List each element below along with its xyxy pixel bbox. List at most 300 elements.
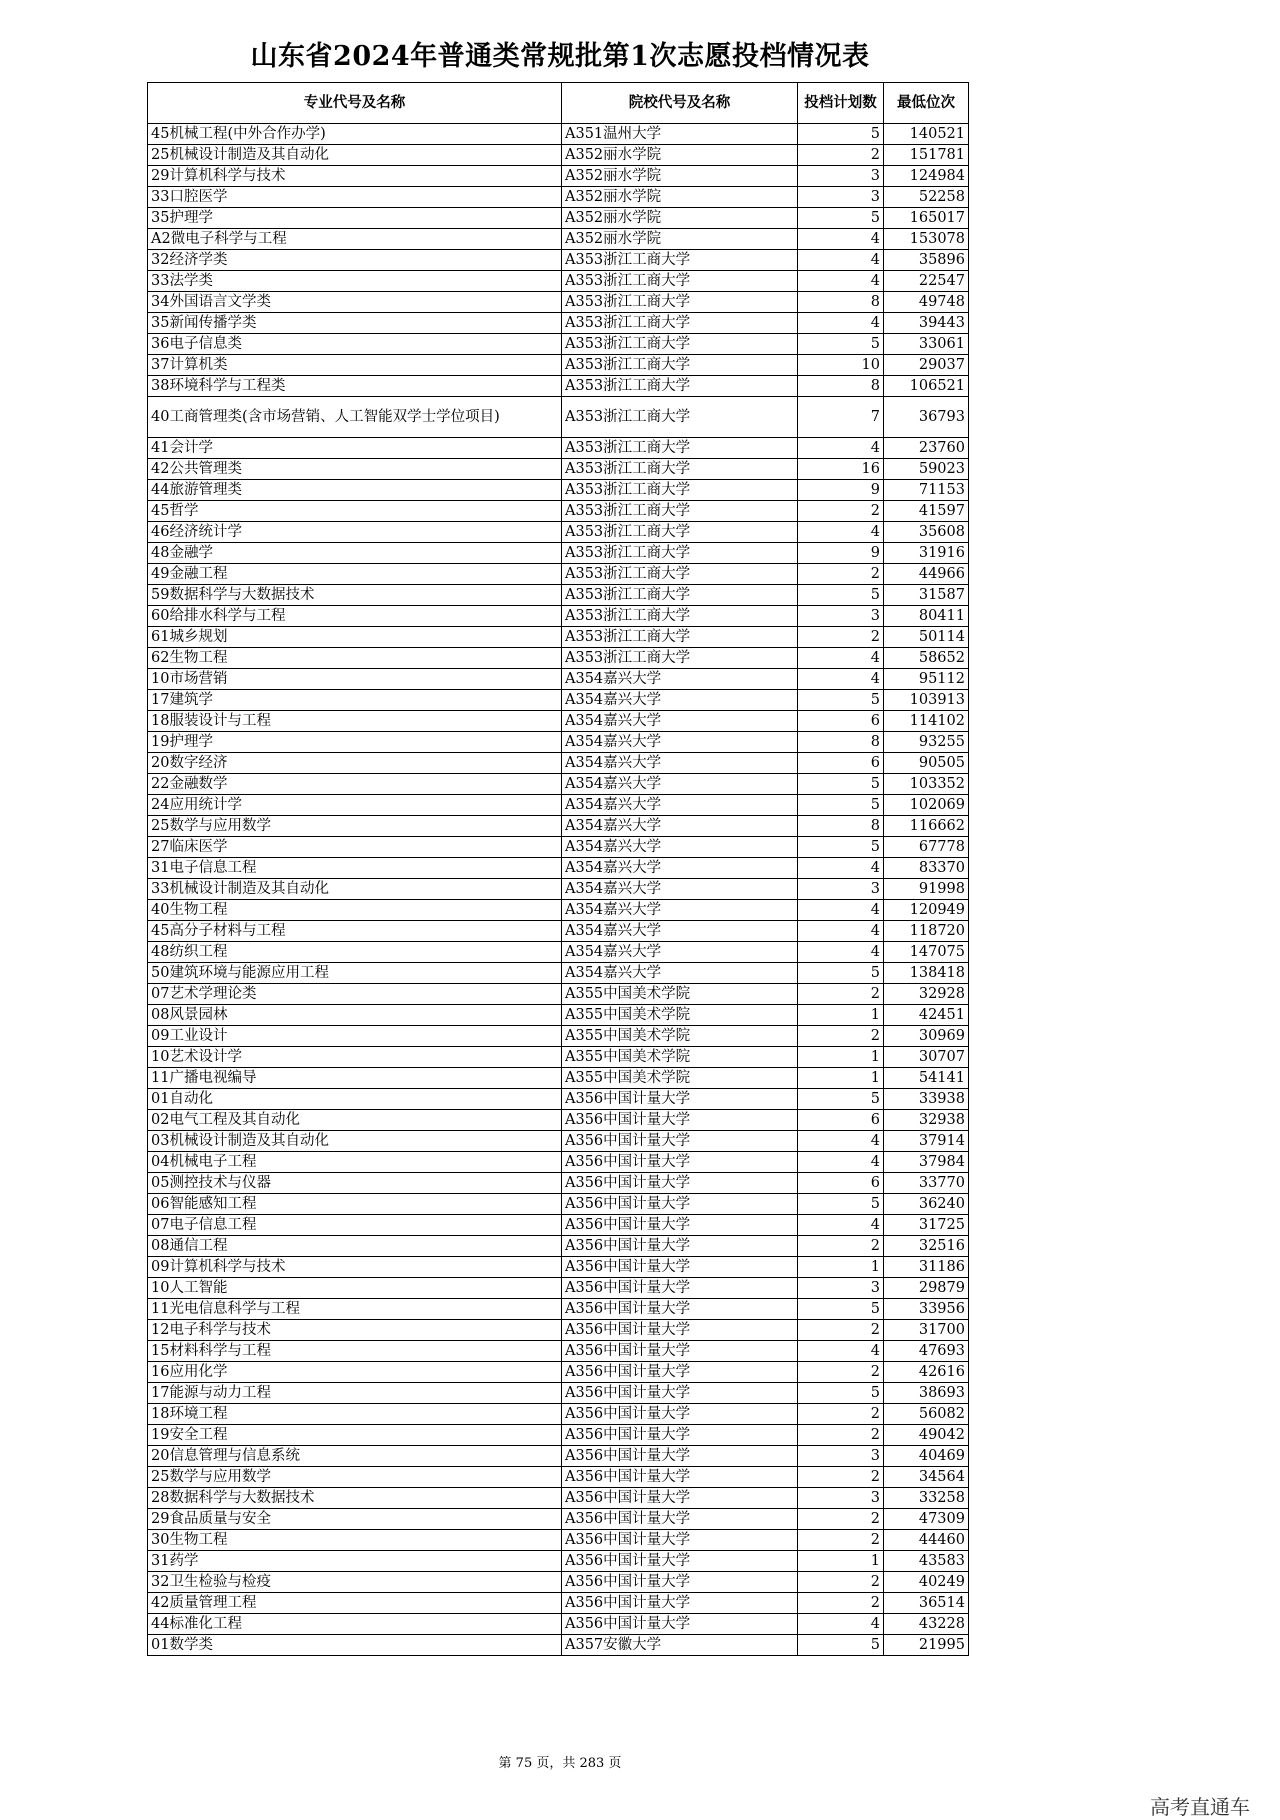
table-row (148, 858, 969, 879)
cell-rank: 54141 (884, 1068, 969, 1089)
table-row (148, 438, 969, 459)
cell-plan: 4 (798, 1152, 884, 1173)
cell-school: A356中国计量大学 (562, 1572, 798, 1593)
cell-major: 09工业设计 (148, 1026, 562, 1047)
table-row (148, 187, 969, 208)
cell-rank: 35608 (884, 522, 969, 543)
cell-major: 25数学与应用数学 (148, 816, 562, 837)
table-row (148, 292, 969, 313)
cell-rank: 37984 (884, 1152, 969, 1173)
table-row (148, 1551, 969, 1572)
cell-major: 15材料科学与工程 (148, 1341, 562, 1362)
cell-plan: 2 (798, 1236, 884, 1257)
cell-plan: 4 (798, 438, 884, 459)
table-row (148, 795, 969, 816)
header-major: 专业代号及名称 (148, 83, 562, 124)
cell-major: 29食品质量与安全 (148, 1509, 562, 1530)
table-row (148, 984, 969, 1005)
cell-major: 45机械工程(中外合作办学) (148, 124, 562, 145)
cell-rank: 29037 (884, 355, 969, 376)
table-row (148, 606, 969, 627)
cell-plan: 4 (798, 1341, 884, 1362)
table-row (148, 1446, 969, 1467)
table-row (148, 564, 969, 585)
cell-plan: 4 (798, 921, 884, 942)
cell-rank: 43228 (884, 1614, 969, 1635)
cell-rank: 103352 (884, 774, 969, 795)
cell-school: A353浙江工商大学 (562, 334, 798, 355)
cell-plan: 5 (798, 1299, 884, 1320)
cell-major: 46经济统计学 (148, 522, 562, 543)
cell-major: 22金融数学 (148, 774, 562, 795)
cell-plan: 7 (798, 397, 884, 438)
cell-rank: 42616 (884, 1362, 969, 1383)
table-row (148, 816, 969, 837)
cell-major: 11光电信息科学与工程 (148, 1299, 562, 1320)
cell-major: 01数学类 (148, 1635, 562, 1656)
cell-major: 07电子信息工程 (148, 1215, 562, 1236)
cell-rank: 49042 (884, 1425, 969, 1446)
cell-rank: 147075 (884, 942, 969, 963)
cell-plan: 5 (798, 963, 884, 984)
cell-school: A353浙江工商大学 (562, 376, 798, 397)
table-row (148, 334, 969, 355)
table-row (148, 1530, 969, 1551)
cell-school: A356中国计量大学 (562, 1110, 798, 1131)
cell-school: A354嘉兴大学 (562, 837, 798, 858)
cell-major: 08风景园林 (148, 1005, 562, 1026)
cell-rank: 140521 (884, 124, 969, 145)
table-row (148, 522, 969, 543)
table-row (148, 1467, 969, 1488)
cell-plan: 4 (798, 648, 884, 669)
cell-rank: 90505 (884, 753, 969, 774)
cell-plan: 3 (798, 606, 884, 627)
cell-plan: 6 (798, 1173, 884, 1194)
cell-plan: 2 (798, 1572, 884, 1593)
cell-rank: 31587 (884, 585, 969, 606)
cell-rank: 37914 (884, 1131, 969, 1152)
cell-major: 05测控技术与仪器 (148, 1173, 562, 1194)
table-body (148, 124, 969, 1656)
cell-school: A356中国计量大学 (562, 1467, 798, 1488)
cell-rank: 106521 (884, 376, 969, 397)
cell-rank: 30969 (884, 1026, 969, 1047)
cell-rank: 102069 (884, 795, 969, 816)
cell-school: A353浙江工商大学 (562, 648, 798, 669)
cell-rank: 33956 (884, 1299, 969, 1320)
cell-school: A354嘉兴大学 (562, 921, 798, 942)
cell-rank: 59023 (884, 459, 969, 480)
cell-major: 18环境工程 (148, 1404, 562, 1425)
cell-major: 17能源与动力工程 (148, 1383, 562, 1404)
table-row (148, 1068, 969, 1089)
cell-rank: 32938 (884, 1110, 969, 1131)
cell-school: A356中国计量大学 (562, 1320, 798, 1341)
cell-major: 28数据科学与大数据技术 (148, 1488, 562, 1509)
cell-major: 19护理学 (148, 732, 562, 753)
cell-plan: 2 (798, 1530, 884, 1551)
cell-major: 10市场营销 (148, 669, 562, 690)
header-plan: 投档计划数 (798, 83, 884, 124)
cell-major: 40工商管理类(含市场营销、人工智能双学士学位项目) (148, 397, 562, 438)
cell-plan: 4 (798, 522, 884, 543)
cell-plan: 5 (798, 334, 884, 355)
cell-school: A352丽水学院 (562, 229, 798, 250)
cell-plan: 2 (798, 1467, 884, 1488)
cell-rank: 138418 (884, 963, 969, 984)
table-row (148, 1026, 969, 1047)
cell-major: A2微电子科学与工程 (148, 229, 562, 250)
table-row (148, 1593, 969, 1614)
cell-school: A356中国计量大学 (562, 1593, 798, 1614)
cell-rank: 47693 (884, 1341, 969, 1362)
cell-major: 09计算机科学与技术 (148, 1257, 562, 1278)
cell-major: 10艺术设计学 (148, 1047, 562, 1068)
cell-plan: 6 (798, 753, 884, 774)
table-row (148, 208, 969, 229)
cell-plan: 4 (798, 229, 884, 250)
cell-school: A356中国计量大学 (562, 1530, 798, 1551)
cell-rank: 33258 (884, 1488, 969, 1509)
cell-major: 18服装设计与工程 (148, 711, 562, 732)
table-row (148, 145, 969, 166)
table-row (148, 1572, 969, 1593)
cell-major: 20信息管理与信息系统 (148, 1446, 562, 1467)
cell-plan: 5 (798, 837, 884, 858)
cell-school: A353浙江工商大学 (562, 585, 798, 606)
cell-major: 17建筑学 (148, 690, 562, 711)
table-row (148, 900, 969, 921)
cell-school: A354嘉兴大学 (562, 963, 798, 984)
table-row (148, 963, 969, 984)
cell-rank: 114102 (884, 711, 969, 732)
cell-school: A356中国计量大学 (562, 1509, 798, 1530)
cell-major: 04机械电子工程 (148, 1152, 562, 1173)
cell-major: 12电子科学与技术 (148, 1320, 562, 1341)
cell-school: A356中国计量大学 (562, 1362, 798, 1383)
cell-rank: 103913 (884, 690, 969, 711)
cell-major: 08通信工程 (148, 1236, 562, 1257)
table-row (148, 1278, 969, 1299)
cell-plan: 4 (798, 313, 884, 334)
table-row (148, 690, 969, 711)
cell-major: 32经济学类 (148, 250, 562, 271)
cell-rank: 32928 (884, 984, 969, 1005)
cell-major: 38环境科学与工程类 (148, 376, 562, 397)
cell-rank: 67778 (884, 837, 969, 858)
cell-major: 03机械设计制造及其自动化 (148, 1131, 562, 1152)
cell-school: A356中国计量大学 (562, 1404, 798, 1425)
table-row (148, 229, 969, 250)
cell-rank: 116662 (884, 816, 969, 837)
cell-plan: 5 (798, 1089, 884, 1110)
cell-rank: 38693 (884, 1383, 969, 1404)
table-row (148, 313, 969, 334)
cell-school: A353浙江工商大学 (562, 459, 798, 480)
cell-plan: 1 (798, 1551, 884, 1572)
cell-rank: 42451 (884, 1005, 969, 1026)
table-row (148, 837, 969, 858)
cell-major: 36电子信息类 (148, 334, 562, 355)
table-row (148, 585, 969, 606)
cell-major: 48纺织工程 (148, 942, 562, 963)
cell-school: A353浙江工商大学 (562, 627, 798, 648)
table-row (148, 774, 969, 795)
cell-plan: 5 (798, 774, 884, 795)
cell-school: A356中国计量大学 (562, 1152, 798, 1173)
cell-major: 45哲学 (148, 501, 562, 522)
cell-plan: 5 (798, 690, 884, 711)
cell-school: A354嘉兴大学 (562, 900, 798, 921)
cell-plan: 6 (798, 1110, 884, 1131)
table-row (148, 1320, 969, 1341)
cell-plan: 5 (798, 124, 884, 145)
cell-rank: 33938 (884, 1089, 969, 1110)
cell-school: A355中国美术学院 (562, 1026, 798, 1047)
cell-rank: 21995 (884, 1635, 969, 1656)
cell-plan: 8 (798, 816, 884, 837)
cell-rank: 23760 (884, 438, 969, 459)
cell-major: 02电气工程及其自动化 (148, 1110, 562, 1131)
cell-rank: 36793 (884, 397, 969, 438)
table-row (148, 1257, 969, 1278)
table-row (148, 1089, 969, 1110)
cell-school: A356中国计量大学 (562, 1425, 798, 1446)
cell-plan: 3 (798, 187, 884, 208)
cell-plan: 1 (798, 1068, 884, 1089)
cell-plan: 3 (798, 1446, 884, 1467)
cell-major: 31药学 (148, 1551, 562, 1572)
cell-plan: 2 (798, 1026, 884, 1047)
cell-school: A356中国计量大学 (562, 1173, 798, 1194)
table-row (148, 397, 969, 438)
cell-school: A354嘉兴大学 (562, 774, 798, 795)
cell-plan: 2 (798, 984, 884, 1005)
cell-plan: 2 (798, 1404, 884, 1425)
cell-plan: 2 (798, 564, 884, 585)
cell-rank: 31725 (884, 1215, 969, 1236)
cell-major: 32卫生检验与检疫 (148, 1572, 562, 1593)
cell-rank: 95112 (884, 669, 969, 690)
cell-major: 42公共管理类 (148, 459, 562, 480)
cell-school: A354嘉兴大学 (562, 858, 798, 879)
cell-rank: 30707 (884, 1047, 969, 1068)
cell-school: A356中国计量大学 (562, 1215, 798, 1236)
cell-rank: 41597 (884, 501, 969, 522)
cell-rank: 151781 (884, 145, 969, 166)
cell-rank: 83370 (884, 858, 969, 879)
cell-school: A353浙江工商大学 (562, 606, 798, 627)
cell-major: 33口腔医学 (148, 187, 562, 208)
cell-rank: 91998 (884, 879, 969, 900)
cell-rank: 40249 (884, 1572, 969, 1593)
cell-school: A356中国计量大学 (562, 1299, 798, 1320)
cell-school: A357安徽大学 (562, 1635, 798, 1656)
cell-major: 20数字经济 (148, 753, 562, 774)
cell-rank: 80411 (884, 606, 969, 627)
cell-school: A356中国计量大学 (562, 1614, 798, 1635)
table-row (148, 1425, 969, 1446)
cell-rank: 120949 (884, 900, 969, 921)
cell-school: A352丽水学院 (562, 208, 798, 229)
cell-plan: 2 (798, 1425, 884, 1446)
admission-table (147, 82, 969, 1656)
cell-plan: 8 (798, 732, 884, 753)
cell-plan: 4 (798, 669, 884, 690)
cell-school: A353浙江工商大学 (562, 438, 798, 459)
cell-rank: 165017 (884, 208, 969, 229)
table-row (148, 376, 969, 397)
cell-major: 45高分子材料与工程 (148, 921, 562, 942)
cell-school: A353浙江工商大学 (562, 313, 798, 334)
cell-school: A355中国美术学院 (562, 1005, 798, 1026)
cell-rank: 29879 (884, 1278, 969, 1299)
table-row (148, 250, 969, 271)
cell-school: A353浙江工商大学 (562, 355, 798, 376)
cell-plan: 4 (798, 942, 884, 963)
cell-plan: 3 (798, 879, 884, 900)
cell-rank: 31700 (884, 1320, 969, 1341)
table-row (148, 1194, 969, 1215)
table-row (148, 166, 969, 187)
cell-school: A356中国计量大学 (562, 1383, 798, 1404)
cell-major: 41会计学 (148, 438, 562, 459)
cell-plan: 8 (798, 292, 884, 313)
cell-school: A355中国美术学院 (562, 1068, 798, 1089)
cell-school: A356中国计量大学 (562, 1131, 798, 1152)
cell-major: 48金融学 (148, 543, 562, 564)
table-row (148, 480, 969, 501)
table-row (148, 1236, 969, 1257)
cell-major: 11广播电视编导 (148, 1068, 562, 1089)
table-row (148, 1047, 969, 1068)
cell-school: A356中国计量大学 (562, 1257, 798, 1278)
cell-school: A354嘉兴大学 (562, 942, 798, 963)
cell-rank: 49748 (884, 292, 969, 313)
table-row (148, 1635, 969, 1656)
cell-school: A356中国计量大学 (562, 1551, 798, 1572)
cell-school: A353浙江工商大学 (562, 564, 798, 585)
table-row (148, 1110, 969, 1131)
page-footer: 第 75 页，共 283 页 (498, 1756, 622, 1771)
cell-rank: 93255 (884, 732, 969, 753)
cell-rank: 44460 (884, 1530, 969, 1551)
cell-rank: 31186 (884, 1257, 969, 1278)
cell-school: A353浙江工商大学 (562, 271, 798, 292)
cell-rank: 153078 (884, 229, 969, 250)
cell-major: 62生物工程 (148, 648, 562, 669)
cell-rank: 35896 (884, 250, 969, 271)
cell-rank: 40469 (884, 1446, 969, 1467)
table-row (148, 1005, 969, 1026)
table-row (148, 669, 969, 690)
cell-major: 24应用统计学 (148, 795, 562, 816)
table-row (148, 1362, 969, 1383)
cell-major: 33机械设计制造及其自动化 (148, 879, 562, 900)
cell-major: 59数据科学与大数据技术 (148, 585, 562, 606)
cell-plan: 5 (798, 1635, 884, 1656)
cell-plan: 5 (798, 1194, 884, 1215)
table-row (148, 1173, 969, 1194)
cell-plan: 9 (798, 543, 884, 564)
cell-school: A354嘉兴大学 (562, 690, 798, 711)
table-row (148, 921, 969, 942)
header-rank: 最低位次 (884, 83, 969, 124)
cell-plan: 6 (798, 711, 884, 732)
cell-rank: 36240 (884, 1194, 969, 1215)
cell-plan: 16 (798, 459, 884, 480)
cell-school: A354嘉兴大学 (562, 732, 798, 753)
cell-major: 25机械设计制造及其自动化 (148, 145, 562, 166)
table-row (148, 459, 969, 480)
cell-school: A354嘉兴大学 (562, 669, 798, 690)
cell-plan: 5 (798, 208, 884, 229)
cell-plan: 2 (798, 1362, 884, 1383)
cell-major: 42质量管理工程 (148, 1593, 562, 1614)
cell-rank: 56082 (884, 1404, 969, 1425)
cell-rank: 118720 (884, 921, 969, 942)
cell-major: 31电子信息工程 (148, 858, 562, 879)
cell-plan: 8 (798, 376, 884, 397)
table-row (148, 648, 969, 669)
cell-rank: 124984 (884, 166, 969, 187)
cell-plan: 2 (798, 1320, 884, 1341)
cell-plan: 1 (798, 1257, 884, 1278)
cell-school: A356中国计量大学 (562, 1089, 798, 1110)
cell-school: A356中国计量大学 (562, 1446, 798, 1467)
table-row (148, 627, 969, 648)
cell-plan: 4 (798, 1131, 884, 1152)
table-row (148, 1299, 969, 1320)
cell-plan: 2 (798, 1509, 884, 1530)
cell-school: A351温州大学 (562, 124, 798, 145)
cell-plan: 4 (798, 271, 884, 292)
table-row (148, 732, 969, 753)
cell-major: 44标准化工程 (148, 1614, 562, 1635)
cell-school: A353浙江工商大学 (562, 522, 798, 543)
cell-major: 34外国语言文学类 (148, 292, 562, 313)
cell-major: 33法学类 (148, 271, 562, 292)
cell-rank: 33770 (884, 1173, 969, 1194)
cell-rank: 32516 (884, 1236, 969, 1257)
cell-major: 07艺术学理论类 (148, 984, 562, 1005)
table-row (148, 1488, 969, 1509)
table-row (148, 1341, 969, 1362)
cell-major: 30生物工程 (148, 1530, 562, 1551)
table-row (148, 501, 969, 522)
cell-rank: 34564 (884, 1467, 969, 1488)
cell-school: A352丽水学院 (562, 166, 798, 187)
cell-rank: 44966 (884, 564, 969, 585)
table-row (148, 942, 969, 963)
cell-school: A354嘉兴大学 (562, 879, 798, 900)
cell-major: 60给排水科学与工程 (148, 606, 562, 627)
table-row (148, 543, 969, 564)
watermark: 高考直通车 (1150, 1795, 1250, 1819)
cell-plan: 5 (798, 585, 884, 606)
cell-plan: 4 (798, 900, 884, 921)
cell-rank: 71153 (884, 480, 969, 501)
cell-plan: 2 (798, 145, 884, 166)
cell-school: A353浙江工商大学 (562, 543, 798, 564)
table-row (148, 355, 969, 376)
cell-school: A354嘉兴大学 (562, 711, 798, 732)
cell-school: A356中国计量大学 (562, 1236, 798, 1257)
table-row (148, 1215, 969, 1236)
cell-plan: 1 (798, 1005, 884, 1026)
cell-rank: 22547 (884, 271, 969, 292)
